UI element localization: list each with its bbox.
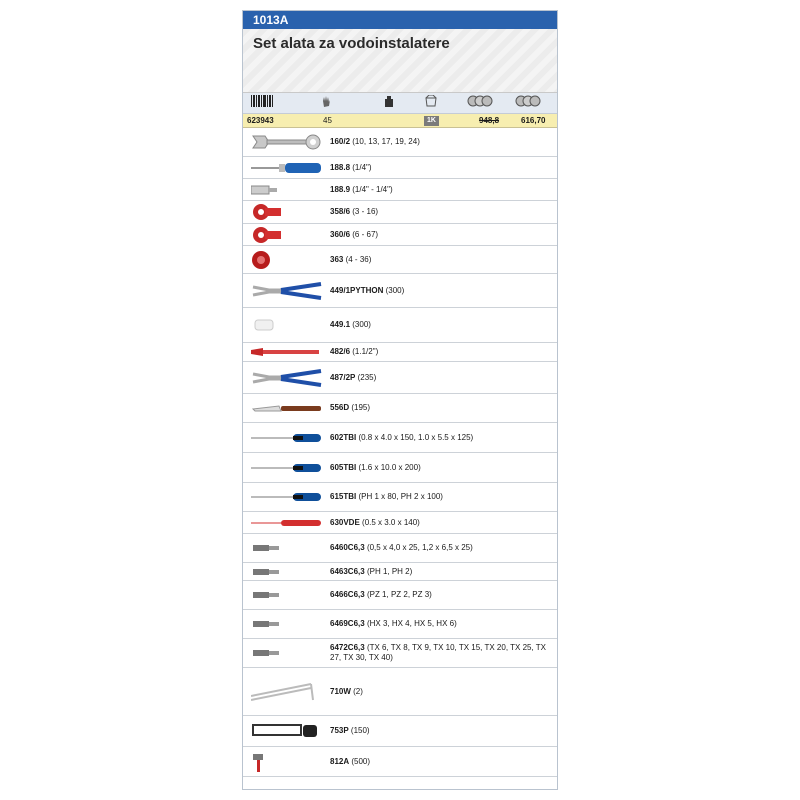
package-badge: 1K <box>424 116 439 126</box>
bit-icon <box>251 562 323 582</box>
pliers-icon <box>251 281 323 301</box>
tool-code: 615TBI <box>330 492 357 501</box>
page-title: Set alata za vodoinstalatere <box>253 35 450 52</box>
tool-spec: (0,5 x 4,0 x 25, 1,2 x 6,5 x 25) <box>366 543 473 552</box>
tool-row <box>243 747 557 777</box>
tool-spec: (0.8 x 4.0 x 150, 1.0 x 5.5 x 125) <box>358 432 474 442</box>
tool-row <box>243 157 557 179</box>
weight-icon <box>384 95 394 111</box>
tool-code: 449.1 <box>330 320 351 329</box>
tool-spec: (300) <box>385 285 405 295</box>
pliers-icon <box>251 368 323 388</box>
bit-icon <box>251 643 323 663</box>
tool-spec: (2) <box>353 686 363 696</box>
jaw-cover-icon <box>251 315 323 335</box>
hand-icon <box>321 95 331 111</box>
tool-spec: (HX 3, HX 4, HX 5, HX 6) <box>366 619 457 628</box>
tool-label <box>330 403 550 413</box>
tool-label <box>330 255 550 265</box>
folding-rule-icon <box>251 682 323 702</box>
tool-row <box>243 716 557 747</box>
info-row <box>243 114 557 128</box>
tool-row <box>243 483 557 512</box>
item-count: 45 <box>323 116 332 125</box>
tool-row <box>243 274 557 308</box>
bit-icon <box>251 614 323 634</box>
hacksaw-icon <box>251 721 323 741</box>
tool-code: 363 <box>330 254 344 264</box>
tool-code: 487/2P <box>330 372 356 382</box>
tool-code: 482/6 <box>330 347 351 356</box>
bit-holder-handle-icon <box>251 158 323 178</box>
tool-row <box>243 246 557 274</box>
tool-spec: (150) <box>350 726 370 735</box>
tool-spec: (195) <box>351 403 371 412</box>
set-code: 1013A <box>243 11 557 29</box>
tool-label <box>330 463 550 473</box>
tool-spec: (0.5 x 3.0 x 140) <box>362 517 420 527</box>
tool-code: 6463C6,3 <box>330 566 365 576</box>
tool-code: 6472C6,3 <box>330 643 365 652</box>
tool-spec: (PZ 1, PZ 2, PZ 3) <box>366 590 432 599</box>
tool-label <box>330 433 550 443</box>
tool-label <box>330 687 550 697</box>
tool-code: 602TBI <box>330 432 357 442</box>
tool-spec: (1/4" - 1/4") <box>352 184 393 194</box>
tool-label <box>330 320 550 330</box>
tool-code: 358/6 <box>330 207 351 216</box>
tool-spec: (3 - 16) <box>352 207 379 216</box>
tool-row <box>243 639 557 668</box>
tool-code: 449/1PYTHON <box>330 285 384 295</box>
tool-row <box>243 308 557 343</box>
tool-label <box>330 492 550 502</box>
tool-row <box>243 563 557 581</box>
tool-code: 812A <box>330 756 350 766</box>
tool-row <box>243 343 557 362</box>
tool-spec: (PH 1, PH 2) <box>366 566 413 576</box>
tool-label <box>330 590 550 600</box>
tool-code: 710W <box>330 686 351 696</box>
hammer-icon <box>251 752 323 772</box>
screwdriver-icon <box>251 428 323 448</box>
pipe-cutter-icon <box>251 225 323 245</box>
tool-spec: (PH 1 x 80, PH 2 x 100) <box>358 492 443 501</box>
tool-code: 6460C6,3 <box>330 543 365 552</box>
tool-spec: (235) <box>357 372 377 382</box>
tool-spec: (TX 6, TX 8, TX 9, TX 10, TX 15, TX 20, TX 25, TX 27, TX 30, TX 40) <box>330 643 546 662</box>
tool-label <box>330 373 550 383</box>
tool-code: 188.9 <box>330 184 351 194</box>
tool-spec: (1/4") <box>352 162 372 172</box>
tool-label <box>330 207 550 217</box>
old-price: 948,8 <box>479 116 500 125</box>
tool-label <box>330 757 550 767</box>
tool-code: 6466C6,3 <box>330 590 365 599</box>
barcode-icon <box>251 95 273 110</box>
tool-label <box>330 567 550 577</box>
tool-label <box>330 230 550 240</box>
bit-icon <box>251 585 323 605</box>
bit-icon <box>251 538 323 558</box>
tool-row <box>243 534 557 563</box>
title-area <box>243 29 557 93</box>
tool-row <box>243 394 557 423</box>
tool-list <box>243 128 557 777</box>
tool-spec: (1.6 x 10.0 x 200) <box>358 462 421 472</box>
price: 616,70 <box>521 116 546 125</box>
adapter-icon <box>251 180 323 200</box>
tool-row <box>243 581 557 610</box>
coins-icon <box>467 95 493 110</box>
tool-spec: (500) <box>351 756 371 766</box>
tool-row <box>243 453 557 483</box>
tool-label <box>330 347 550 357</box>
screwdriver-icon <box>251 487 323 507</box>
tool-code: 556D <box>330 403 350 412</box>
screwdriver-icon <box>251 458 323 478</box>
tool-label <box>330 619 550 629</box>
tool-label <box>330 286 550 296</box>
tool-code: 188.8 <box>330 162 351 172</box>
tool-label <box>330 163 550 173</box>
tool-label <box>330 137 550 147</box>
tool-label <box>330 543 550 553</box>
deburrer-icon <box>251 250 323 270</box>
tool-spec: (10, 13, 17, 19, 24) <box>352 137 420 146</box>
tool-code: 753P <box>330 726 349 735</box>
coins-icon <box>515 95 541 110</box>
tool-spec: (300) <box>352 320 371 329</box>
tool-spec: (1.1/2") <box>352 347 379 356</box>
box-icon <box>425 95 437 110</box>
tool-code: 360/6 <box>330 229 351 239</box>
tool-row <box>243 610 557 639</box>
tool-row <box>243 668 557 716</box>
icon-bar <box>243 93 557 114</box>
article-number: 623943 <box>247 116 274 125</box>
ratchet-wrench-icon <box>251 132 323 152</box>
product-panel <box>242 10 558 790</box>
tool-code: 630VDE <box>330 517 360 527</box>
tool-spec: (6 - 67) <box>352 229 379 239</box>
tool-row <box>243 224 557 246</box>
tool-row <box>243 423 557 453</box>
tool-spec: (4 - 36) <box>345 254 372 264</box>
tool-row <box>243 179 557 201</box>
tool-code: 605TBI <box>330 462 357 472</box>
tool-label <box>330 185 550 195</box>
tool-row <box>243 362 557 394</box>
tool-code: 6469C6,3 <box>330 619 365 628</box>
pipe-cutter-icon <box>251 202 323 222</box>
tool-row <box>243 512 557 534</box>
tool-row <box>243 201 557 224</box>
voltage-tester-icon <box>251 513 323 533</box>
tool-row <box>243 128 557 157</box>
tool-label <box>330 518 550 528</box>
knife-icon <box>251 398 323 418</box>
tool-label <box>330 726 550 736</box>
tool-label <box>330 643 550 663</box>
tool-code: 160/2 <box>330 137 351 146</box>
pipe-wrench-icon <box>251 342 323 362</box>
